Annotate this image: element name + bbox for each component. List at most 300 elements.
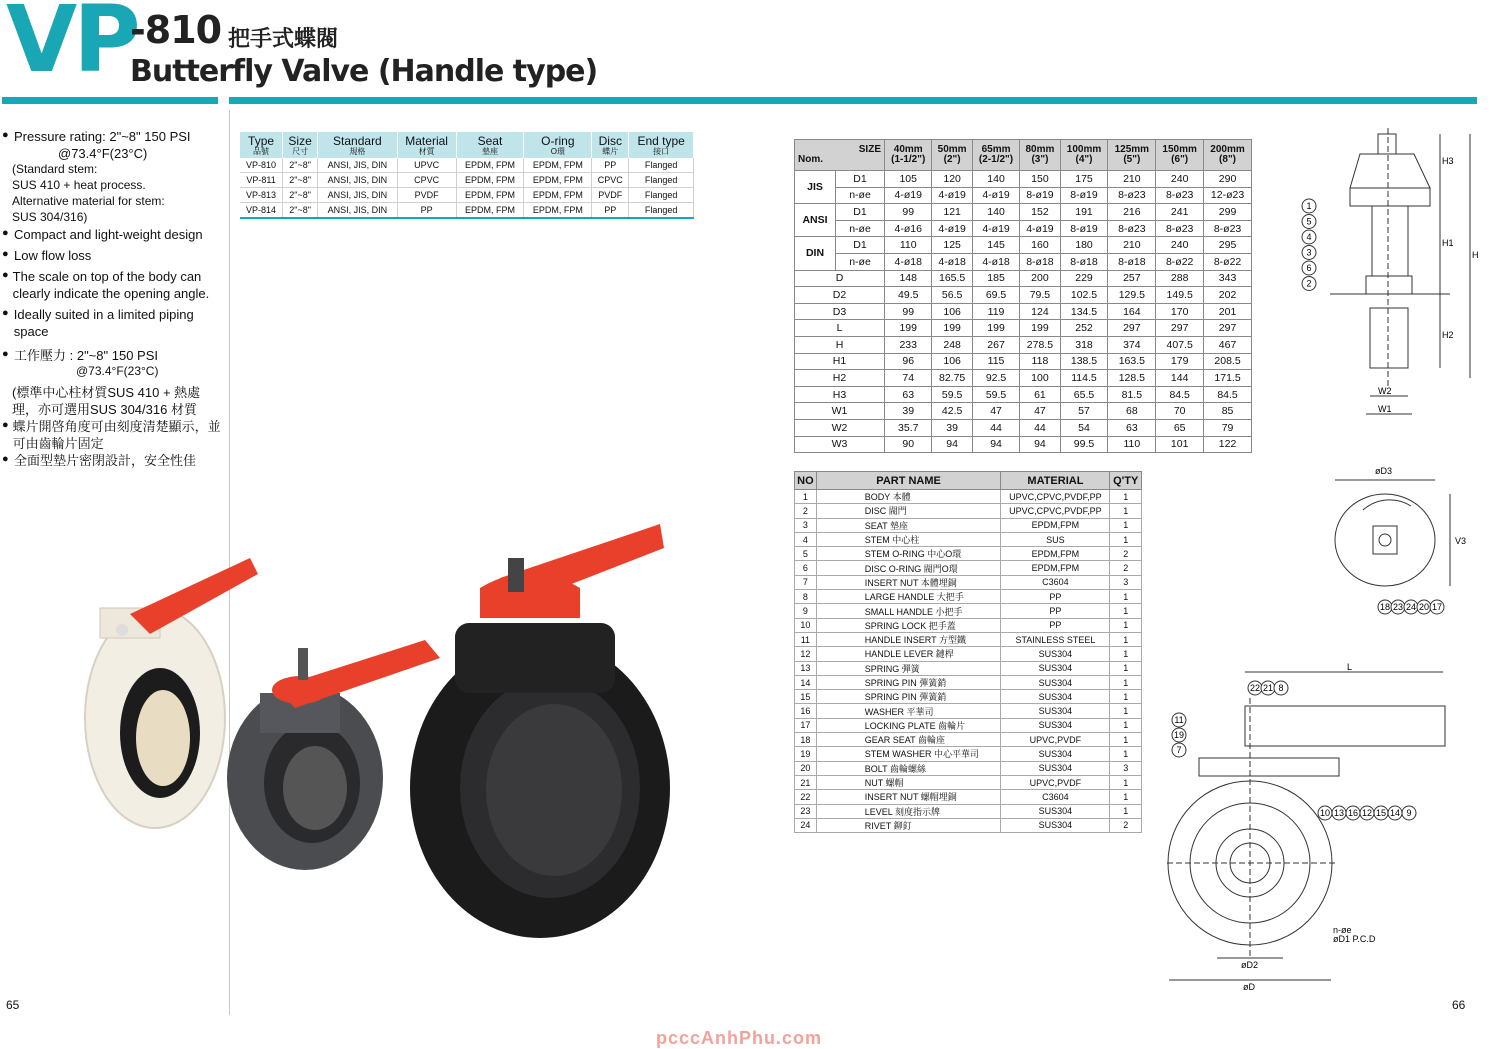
spec-header-cell	[456, 132, 524, 158]
parts-row	[795, 704, 1142, 718]
parts-cell: 1	[1110, 804, 1142, 818]
dims-corner-cell	[795, 140, 885, 171]
product-photo	[60, 518, 670, 948]
feature-text: 全面型墊片密閉設計，安全性佳	[14, 453, 197, 469]
size-inch: (1-1/2")	[891, 154, 926, 165]
dims-cell: D3	[795, 303, 885, 320]
size-label: SIZE	[858, 143, 881, 155]
parts-row	[795, 504, 1142, 518]
parts-cell: LARGE HANDLE 大把手	[816, 590, 1001, 604]
dims-cell: 288	[1156, 270, 1204, 287]
dims-cell: 8-ø22	[1156, 253, 1204, 270]
size-header	[932, 140, 972, 171]
dims-cell: 79.5	[1020, 287, 1060, 304]
parts-cell: SUS304	[1001, 704, 1110, 718]
dimensions-table	[794, 139, 1252, 453]
size-header	[1156, 140, 1204, 171]
dims-cell: 8-ø18	[1108, 253, 1156, 270]
dims-row	[795, 386, 1252, 403]
dims-row	[795, 320, 1252, 337]
dims-row	[795, 303, 1252, 320]
dims-cell: 39	[932, 419, 972, 436]
feature-text: 工作壓力 : 2"~8" 150 PSI	[14, 347, 158, 363]
parts-cell: 20	[795, 761, 817, 775]
dims-row	[795, 336, 1252, 353]
size-mm: 150mm	[1162, 143, 1197, 155]
feature-text: Ideally suited in a limited piping space	[13, 307, 194, 340]
dims-cell: 4-ø19	[932, 187, 972, 204]
spec-header-cell	[524, 132, 592, 158]
dims-cell: n-øe	[836, 253, 885, 270]
dims-cell: 4-ø18	[972, 253, 1019, 270]
parts-cell: SEAT 墊座	[816, 518, 1001, 532]
dims-row	[795, 419, 1252, 436]
dims-cell: 99	[885, 303, 932, 320]
spec-cell: PP	[397, 202, 456, 218]
standard-label: DIN	[795, 237, 836, 270]
dims-cell: 90	[885, 436, 932, 453]
dims-cell: 129.5	[1108, 287, 1156, 304]
dims-cell: 49.5	[885, 287, 932, 304]
dims-cell: 295	[1204, 237, 1252, 254]
dims-cell: 374	[1108, 336, 1156, 353]
dims-cell: 4-ø16	[885, 220, 932, 237]
spec-header-cn: 接口	[653, 146, 670, 156]
dims-cell: 140	[972, 204, 1019, 221]
dims-cell: 216	[1108, 204, 1156, 221]
parts-cell: STEM O-RING 中心O環	[816, 547, 1001, 561]
parts-cell: C3604	[1001, 790, 1110, 804]
grey-valve-image	[227, 640, 440, 870]
parts-row	[795, 690, 1142, 704]
feature-text: Alternative material for stem:	[12, 193, 165, 208]
dims-cell: 92.5	[972, 370, 1019, 387]
spec-cell: 2"~8"	[283, 158, 318, 173]
feature-text: (標準中心柱材質SUS 410 + 熱處理，亦可選用SUS 304/316 材質	[12, 384, 201, 417]
parts-cell: DISC 閥門	[816, 504, 1001, 518]
dims-cell: 248	[932, 336, 972, 353]
parts-cell: NUT 螺帽	[816, 775, 1001, 789]
dims-cell: 100	[1020, 370, 1060, 387]
part-balloon-number: 6	[1306, 263, 1312, 273]
spec-cell: 2"~8"	[283, 202, 318, 218]
dims-cell: 233	[885, 336, 932, 353]
size-header	[1204, 140, 1252, 171]
dims-cell: 267	[972, 336, 1019, 353]
parts-cell: 1	[1110, 647, 1142, 661]
feature-item: ● 蝶片開啓角度可由刻度清楚顯示，並可由齒輪片固定	[2, 418, 226, 452]
h2-label: H2	[1442, 330, 1454, 340]
spec-header-en: Disc	[598, 134, 622, 148]
spec-cell: CPVC	[397, 172, 456, 187]
dims-cell: 163.5	[1108, 353, 1156, 370]
parts-cell: UPVC,CPVC,PVDF,PP	[1001, 504, 1110, 518]
dims-cell: 134.5	[1060, 303, 1108, 320]
dims-cell: 4-ø19	[972, 220, 1019, 237]
h3-label: H3	[1442, 156, 1454, 166]
parts-header-cell: MATERIAL	[1001, 472, 1110, 490]
spec-cell: EPDM, FPM	[524, 202, 592, 218]
part-balloon-number: 13	[1333, 808, 1345, 818]
parts-cell: 13	[795, 661, 817, 675]
parts-cell: PP	[1001, 590, 1110, 604]
size-mm: 80mm	[1025, 143, 1055, 155]
parts-cell: 2	[1110, 561, 1142, 575]
parts-row	[795, 761, 1142, 775]
standard-label: ANSI	[795, 204, 836, 237]
parts-cell: INSERT NUT 本體埋銅	[816, 575, 1001, 589]
dims-cell: 4-ø18	[932, 253, 972, 270]
parts-row	[795, 818, 1142, 832]
dims-cell: 70	[1156, 403, 1204, 420]
parts-cell: 1	[1110, 604, 1142, 618]
parts-row	[795, 733, 1142, 747]
dims-cell: 175	[1060, 171, 1108, 188]
parts-cell: SUS	[1001, 532, 1110, 546]
parts-cell: 1	[1110, 775, 1142, 789]
feature-text: @73.4°F(23°C)	[58, 146, 148, 162]
parts-row	[795, 632, 1142, 646]
parts-cell: SUS304	[1001, 718, 1110, 732]
parts-cell: C3604	[1001, 575, 1110, 589]
part-balloon-number: 18	[1379, 602, 1391, 612]
dims-cell: 85	[1204, 403, 1252, 420]
dims-cell: 297	[1108, 320, 1156, 337]
dims-cell: 4-ø19	[1020, 220, 1060, 237]
size-mm: 50mm	[937, 143, 967, 155]
parts-row	[795, 561, 1142, 575]
dims-cell: 122	[1204, 436, 1252, 453]
dims-cell: 199	[1020, 320, 1060, 337]
spec-header-cn: 規格	[349, 146, 366, 156]
part-balloon-number: 15	[1375, 808, 1387, 818]
dims-cell: 110	[1108, 436, 1156, 453]
dims-cell: 105	[885, 171, 932, 188]
dims-cell: 74	[885, 370, 932, 387]
parts-cell: SUS304	[1001, 675, 1110, 689]
spec-header-cn: 墊座	[481, 146, 498, 156]
parts-cell: 4	[795, 532, 817, 546]
parts-row	[795, 575, 1142, 589]
size-header	[1060, 140, 1108, 171]
top-balloons	[1378, 600, 1444, 614]
dims-cell: 467	[1204, 336, 1252, 353]
parts-cell: 3	[795, 518, 817, 532]
part-balloon-number: 3	[1306, 247, 1312, 258]
dims-cell: 56.5	[932, 287, 972, 304]
dims-cell: 343	[1204, 270, 1252, 287]
dims-cell: 138.5	[1060, 353, 1108, 370]
ne-label: n-øe	[1333, 925, 1352, 935]
size-header	[1108, 140, 1156, 171]
dims-cell: 69.5	[972, 287, 1019, 304]
dims-cell: 94	[1020, 436, 1060, 453]
dims-cell: 115	[972, 353, 1019, 370]
dims-cell: 299	[1204, 204, 1252, 221]
dims-cell: 8-ø23	[1156, 187, 1204, 204]
w1-label: W1	[1378, 404, 1392, 414]
parts-row	[795, 547, 1142, 561]
dims-cell: W3	[795, 436, 885, 453]
side-balloons	[1302, 199, 1316, 291]
dims-cell: 149.5	[1156, 287, 1204, 304]
spec-row	[240, 158, 694, 173]
parts-cell: SUS304	[1001, 647, 1110, 661]
parts-cell: 1	[1110, 704, 1142, 718]
dims-cell: 81.5	[1108, 386, 1156, 403]
feature-item: ● Low flow loss	[2, 247, 92, 263]
h1-label: H1	[1442, 238, 1454, 248]
dims-cell: 44	[1020, 419, 1060, 436]
spec-cell: ANSI, JIS, DIN	[318, 158, 398, 173]
parts-cell: SUS304	[1001, 690, 1110, 704]
dims-cell: 8-ø22	[1204, 253, 1252, 270]
dims-cell: 145	[972, 237, 1019, 254]
parts-cell: SUS304	[1001, 818, 1110, 832]
dims-cell: 199	[972, 320, 1019, 337]
dims-cell: 59.5	[972, 386, 1019, 403]
dims-cell: 278.5	[1020, 336, 1060, 353]
d-label: øD	[1243, 982, 1255, 992]
spec-cell: VP-810	[240, 158, 283, 173]
nom-label: Nom.	[798, 154, 823, 165]
dims-cell: n-øe	[836, 187, 885, 204]
parts-cell: SUS304	[1001, 804, 1110, 818]
parts-row	[795, 661, 1142, 675]
spec-cell: PVDF	[592, 187, 629, 202]
parts-cell: 12	[795, 647, 817, 661]
dims-cell: 65.5	[1060, 386, 1108, 403]
dims-row	[795, 171, 1252, 188]
parts-cell: 1	[1110, 718, 1142, 732]
part-balloon-number: 17	[1431, 602, 1443, 612]
brand-logo: VP	[6, 0, 137, 93]
dims-cell: 96	[885, 353, 932, 370]
spec-header-en: O-ring	[541, 134, 575, 148]
dims-cell: 4-ø19	[932, 220, 972, 237]
dims-cell: H2	[795, 370, 885, 387]
size-inch: (6")	[1171, 154, 1189, 165]
spec-table	[240, 132, 694, 219]
dims-cell: 4-ø19	[972, 187, 1019, 204]
parts-cell: STAINLESS STEEL	[1001, 632, 1110, 646]
dims-cell: 318	[1060, 336, 1108, 353]
size-inch: (5")	[1123, 154, 1141, 165]
dims-cell: 61	[1020, 386, 1060, 403]
dims-cell: 171.5	[1204, 370, 1252, 387]
spec-row	[240, 202, 694, 218]
spec-header-en: End type	[637, 134, 685, 148]
dims-cell: D1	[836, 237, 885, 254]
parts-cell: 2	[1110, 818, 1142, 832]
size-header	[972, 140, 1019, 171]
dims-cell: 191	[1060, 204, 1108, 221]
part-balloon-number: 2	[1306, 278, 1312, 289]
parts-cell: SUS304	[1001, 661, 1110, 675]
spec-cell: Flanged	[629, 158, 694, 173]
spec-cell: Flanged	[629, 172, 694, 187]
top-view-drawing	[1325, 462, 1475, 622]
dims-cell: 199	[885, 320, 932, 337]
parts-cell: BODY 本體	[816, 490, 1001, 504]
feature-item: ● The scale on top of the body can clearly indicate the opening angle.	[2, 268, 226, 302]
parts-cell: GEAR SEAT 齒輪座	[816, 733, 1001, 747]
spec-cell: EPDM, FPM	[456, 202, 524, 218]
feature-text: Low flow loss	[14, 247, 92, 263]
dims-cell: 185	[972, 270, 1019, 287]
parts-cell: 14	[795, 675, 817, 689]
spec-header-en: Seat	[477, 134, 503, 148]
feature-text: The scale on top of the body can clearly indicate the opening angle.	[12, 268, 210, 302]
parts-cell: 5	[795, 547, 817, 561]
parts-cell: SMALL HANDLE 小把手	[816, 604, 1001, 618]
size-inch: (2-1/2")	[978, 154, 1014, 165]
dims-cell: 240	[1156, 171, 1204, 188]
feature-text: Compact and light-weight design	[14, 226, 203, 242]
dims-cell: W2	[795, 419, 885, 436]
parts-cell: STEM WASHER 中心平華司	[816, 747, 1001, 761]
dims-cell: 140	[972, 171, 1019, 188]
dims-cell: 47	[1020, 403, 1060, 420]
dims-cell: 59.5	[932, 386, 972, 403]
spec-cell: EPDM, FPM	[524, 172, 592, 187]
part-balloon-number: 19	[1173, 730, 1185, 740]
dims-cell: D1	[836, 171, 885, 188]
dims-row	[795, 237, 1252, 254]
part-balloon-number: 1	[1306, 201, 1312, 211]
dims-cell: 8-ø23	[1156, 220, 1204, 237]
dims-row	[795, 220, 1252, 237]
parts-cell: 17	[795, 718, 817, 732]
dims-cell: 35.7	[885, 419, 932, 436]
dims-cell: 42.5	[932, 403, 972, 420]
dims-cell: 57	[1060, 403, 1108, 420]
parts-cell: 1	[1110, 690, 1142, 704]
dims-cell: 4-ø19	[885, 187, 932, 204]
spec-header-cell	[240, 132, 283, 158]
spec-cell: 2"~8"	[283, 172, 318, 187]
parts-row	[795, 518, 1142, 532]
feature-text: (Standard stem:	[12, 162, 98, 177]
size-mm: 65mm	[981, 143, 1011, 155]
feature-item: ● Pressure rating: 2"~8" 150 PSI	[2, 129, 191, 144]
parts-cell: LEVEL 刻度指示牌	[816, 804, 1001, 818]
standard-label: JIS	[795, 171, 836, 204]
dims-cell: 407.5	[1156, 336, 1204, 353]
d3-label: øD3	[1375, 466, 1393, 476]
dims-cell: 144	[1156, 370, 1204, 387]
dims-row	[795, 187, 1252, 204]
dims-cell: H3	[795, 386, 885, 403]
spec-header-cn: 蝶片	[602, 146, 619, 156]
dims-row	[795, 253, 1252, 270]
dims-cell: 8-ø23	[1108, 187, 1156, 204]
parts-cell: EPDM,FPM	[1001, 547, 1110, 561]
parts-cell: 1	[1110, 661, 1142, 675]
part-balloon-number: 22	[1249, 683, 1261, 693]
parts-cell: 3	[1110, 575, 1142, 589]
dims-cell: D1	[836, 204, 885, 221]
dims-cell: 200	[1020, 270, 1060, 287]
dims-cell: 79	[1204, 419, 1252, 436]
dims-cell: 202	[1204, 287, 1252, 304]
dims-cell: H	[795, 336, 885, 353]
h-label: H	[1472, 250, 1479, 260]
dims-cell: 84.5	[1156, 386, 1204, 403]
parts-cell: LOCKING PLATE 齒輪片	[816, 718, 1001, 732]
dims-cell: 121	[932, 204, 972, 221]
spec-header-cell	[397, 132, 456, 158]
parts-cell: 1	[1110, 618, 1142, 632]
parts-cell: 3	[1110, 761, 1142, 775]
model-number: -810	[130, 8, 222, 52]
dims-cell: 8-ø19	[1060, 220, 1108, 237]
part-balloon-number: 14	[1389, 808, 1401, 818]
l-label: L	[1347, 662, 1353, 672]
dims-cell: 120	[932, 171, 972, 188]
dims-cell: 297	[1156, 320, 1204, 337]
spec-header-cell	[318, 132, 398, 158]
accent-bar-right	[229, 97, 1477, 104]
parts-cell: 1	[1110, 747, 1142, 761]
size-mm: 200mm	[1210, 143, 1245, 155]
dims-cell: 290	[1204, 171, 1252, 188]
size-header	[885, 140, 932, 171]
parts-cell: RIVET 鉚釘	[816, 818, 1001, 832]
dims-row	[795, 270, 1252, 287]
dims-cell: 110	[885, 237, 932, 254]
parts-cell: 18	[795, 733, 817, 747]
parts-cell: 9	[795, 604, 817, 618]
dims-cell: 114.5	[1060, 370, 1108, 387]
page-number-left: 65	[6, 998, 20, 1012]
dims-cell: 102.5	[1060, 287, 1108, 304]
spec-cell: EPDM, FPM	[456, 172, 524, 187]
spec-header-cn: 尺寸	[292, 146, 309, 156]
d1-pcd-label: øD1 P.C.D	[1333, 934, 1376, 944]
size-inch: (3")	[1031, 154, 1049, 165]
spec-header-en: Size	[288, 134, 312, 148]
dims-row	[795, 436, 1252, 453]
spec-cell: PP	[592, 158, 629, 173]
parts-cell: STEM 中心柱	[816, 532, 1001, 546]
parts-cell: SPRING LOCK 把手蓋	[816, 618, 1001, 632]
parts-row	[795, 532, 1142, 546]
parts-row	[795, 747, 1142, 761]
dims-cell: 170	[1156, 303, 1204, 320]
size-inch: (4")	[1075, 154, 1093, 165]
dims-cell: L	[795, 320, 885, 337]
dims-cell: 297	[1204, 320, 1252, 337]
parts-table	[794, 471, 1142, 833]
dims-cell: 39	[885, 403, 932, 420]
v3-label: V3	[1455, 536, 1467, 546]
dims-cell: 125	[932, 237, 972, 254]
d2-label: øD2	[1241, 960, 1259, 970]
parts-cell: SUS304	[1001, 747, 1110, 761]
dims-cell: 47	[972, 403, 1019, 420]
part-balloon-number: 7	[1176, 745, 1182, 755]
dims-cell: 84.5	[1204, 386, 1252, 403]
parts-row	[795, 675, 1142, 689]
parts-cell: WASHER 平華司	[816, 704, 1001, 718]
side-section-drawing	[1290, 128, 1485, 428]
dims-cell: 106	[932, 353, 972, 370]
parts-cell: 22	[795, 790, 817, 804]
dims-cell: 94	[972, 436, 1019, 453]
watermark: pcccAnhPhu.com	[656, 1028, 823, 1048]
parts-row	[795, 775, 1142, 789]
